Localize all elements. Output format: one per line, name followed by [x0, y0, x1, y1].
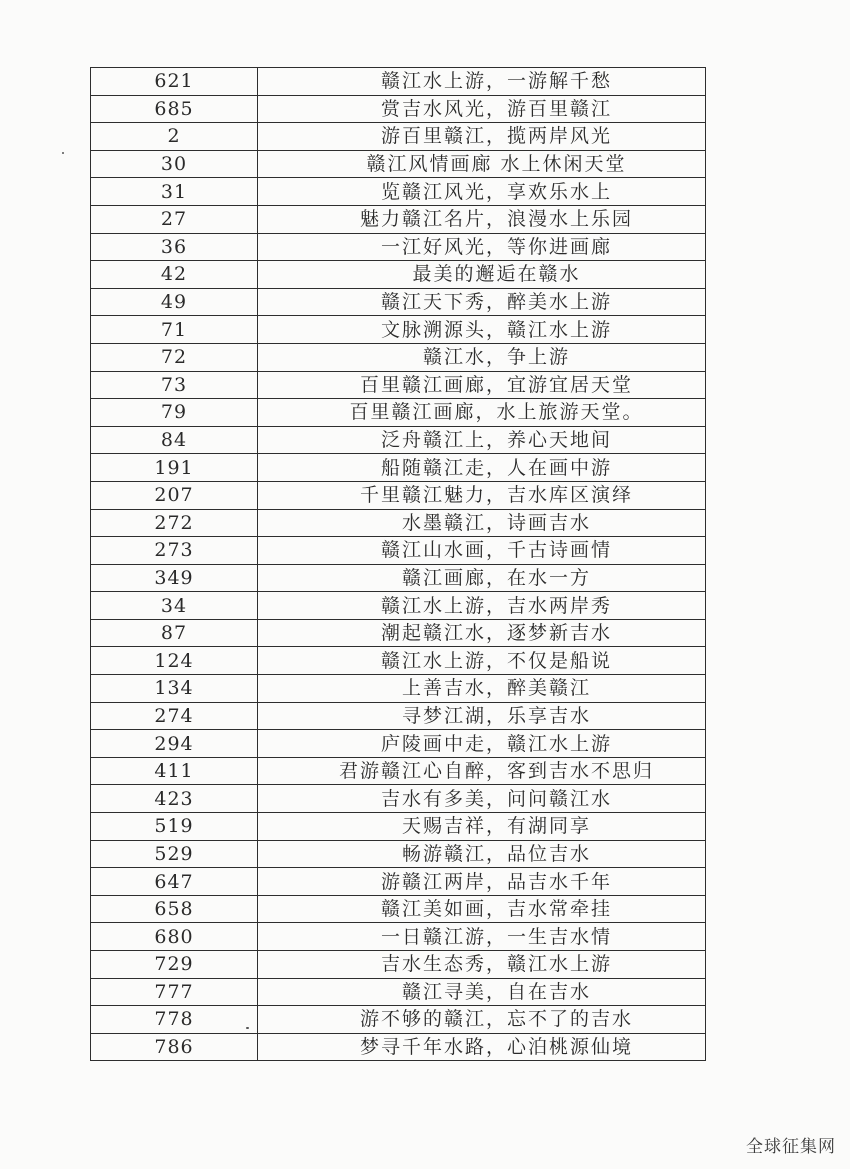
table-row — [91, 150, 706, 178]
scan-speck — [62, 152, 64, 154]
slogan-text: 赣江天下秀，醉美水上游 — [258, 288, 706, 316]
table-row — [91, 564, 706, 592]
entry-number: 134 — [91, 675, 258, 703]
entry-number: 658 — [91, 895, 258, 923]
slogan-text: 天赐吉祥，有湖同享 — [258, 813, 706, 841]
slogan-text: 赣江美如画，吉水常牵挂 — [258, 895, 706, 923]
entry-number: 72 — [91, 343, 258, 371]
table-row — [91, 537, 706, 565]
table-row — [91, 675, 706, 703]
table-row — [91, 123, 706, 151]
table-row — [91, 481, 706, 509]
slogan-table — [90, 67, 706, 1061]
entry-number: 191 — [91, 454, 258, 482]
slogan-text: 游不够的赣江，忘不了的吉水 — [258, 1006, 706, 1034]
slogan-text: 庐陵画中走，赣江水上游 — [258, 730, 706, 758]
entry-number: 411 — [91, 757, 258, 785]
slogan-text: 百里赣江画廊，宜游宜居天堂 — [258, 371, 706, 399]
slogan-text: 赣江水上游，不仅是船说 — [258, 647, 706, 675]
entry-number: 349 — [91, 564, 258, 592]
entry-number: 274 — [91, 702, 258, 730]
table-row — [91, 343, 706, 371]
table-row — [91, 426, 706, 454]
entry-number: 2 — [91, 123, 258, 151]
table-row — [91, 288, 706, 316]
table-row — [91, 371, 706, 399]
entry-number: 777 — [91, 978, 258, 1006]
slogan-text: 一江好风光，等你进画廊 — [258, 233, 706, 261]
slogan-text: 文脉溯源头，赣江水上游 — [258, 316, 706, 344]
slogan-table-body — [91, 68, 706, 1061]
slogan-text: 水墨赣江，诗画吉水 — [258, 509, 706, 537]
entry-number: 36 — [91, 233, 258, 261]
entry-number: 778 — [91, 1006, 258, 1034]
entry-number: 207 — [91, 481, 258, 509]
table-row — [91, 1006, 706, 1034]
entry-number: 786 — [91, 1033, 258, 1061]
slogan-text: 赣江水上游，吉水两岸秀 — [258, 592, 706, 620]
entry-number: 73 — [91, 371, 258, 399]
table-row — [91, 68, 706, 96]
entry-number: 27 — [91, 205, 258, 233]
entry-number: 30 — [91, 150, 258, 178]
table-row — [91, 509, 706, 537]
slogan-text: 梦寻千年水路，心泊桃源仙境 — [258, 1033, 706, 1061]
table-row — [91, 399, 706, 427]
slogan-text: 一日赣江游，一生吉水情 — [258, 923, 706, 951]
table-row — [91, 868, 706, 896]
entry-number: 79 — [91, 399, 258, 427]
table-row — [91, 923, 706, 951]
slogan-text: 船随赣江走，人在画中游 — [258, 454, 706, 482]
entry-number: 272 — [91, 509, 258, 537]
table-row — [91, 647, 706, 675]
slogan-text: 百里赣江画廊，水上旅游天堂。 — [258, 399, 706, 427]
slogan-text: 寻梦江湖，乐享吉水 — [258, 702, 706, 730]
table-row — [91, 178, 706, 206]
slogan-text: 赣江画廊，在水一方 — [258, 564, 706, 592]
slogan-text: 览赣江风光，享欢乐水上 — [258, 178, 706, 206]
table-row — [91, 730, 706, 758]
table-row — [91, 95, 706, 123]
entry-number: 71 — [91, 316, 258, 344]
slogan-text: 潮起赣江水，逐梦新吉水 — [258, 619, 706, 647]
entry-number: 621 — [91, 68, 258, 96]
table-row — [91, 785, 706, 813]
entry-number: 34 — [91, 592, 258, 620]
table-row — [91, 316, 706, 344]
watermark-text: 全球征集网 — [746, 1137, 836, 1157]
table-row — [91, 233, 706, 261]
table-row — [91, 951, 706, 979]
scan-speck — [246, 1027, 249, 1029]
entry-number: 87 — [91, 619, 258, 647]
table-row — [91, 261, 706, 289]
entry-number: 423 — [91, 785, 258, 813]
slogan-text: 游百里赣江，揽两岸风光 — [258, 123, 706, 151]
table-row — [91, 978, 706, 1006]
slogan-text: 游赣江两岸，品吉水千年 — [258, 868, 706, 896]
entry-number: 729 — [91, 951, 258, 979]
slogan-text: 赣江水上游，一游解千愁 — [258, 68, 706, 96]
slogan-text: 最美的邂逅在赣水 — [258, 261, 706, 289]
entry-number: 42 — [91, 261, 258, 289]
table-row — [91, 592, 706, 620]
slogan-text: 赣江水，争上游 — [258, 343, 706, 371]
entry-number: 647 — [91, 868, 258, 896]
slogan-text: 吉水生态秀，赣江水上游 — [258, 951, 706, 979]
slogan-text: 赣江寻美，自在吉水 — [258, 978, 706, 1006]
table-row — [91, 454, 706, 482]
slogan-text: 赣江风情画廊 水上休闲天堂 — [258, 150, 706, 178]
entry-number: 124 — [91, 647, 258, 675]
slogan-text: 千里赣江魅力，吉水库区演绎 — [258, 481, 706, 509]
slogan-text: 畅游赣江，品位吉水 — [258, 840, 706, 868]
entry-number: 680 — [91, 923, 258, 951]
slogan-text: 赣江山水画，千古诗画情 — [258, 537, 706, 565]
slogan-text: 赏吉水风光，游百里赣江 — [258, 95, 706, 123]
entry-number: 49 — [91, 288, 258, 316]
table-row — [91, 840, 706, 868]
slogan-text: 魅力赣江名片，浪漫水上乐园 — [258, 205, 706, 233]
table-row — [91, 1033, 706, 1061]
entry-number: 519 — [91, 813, 258, 841]
entry-number: 273 — [91, 537, 258, 565]
table-row — [91, 813, 706, 841]
entry-number: 31 — [91, 178, 258, 206]
table-row — [91, 702, 706, 730]
entry-number: 294 — [91, 730, 258, 758]
table-row — [91, 619, 706, 647]
entry-number: 84 — [91, 426, 258, 454]
entry-number: 529 — [91, 840, 258, 868]
table-row — [91, 205, 706, 233]
table-row — [91, 757, 706, 785]
entry-number: 685 — [91, 95, 258, 123]
slogan-text: 上善吉水，醉美赣江 — [258, 675, 706, 703]
slogan-text: 泛舟赣江上，养心天地间 — [258, 426, 706, 454]
slogan-text: 君游赣江心自醉，客到吉水不思归 — [258, 757, 706, 785]
slogan-text: 吉水有多美，问问赣江水 — [258, 785, 706, 813]
table-row — [91, 895, 706, 923]
